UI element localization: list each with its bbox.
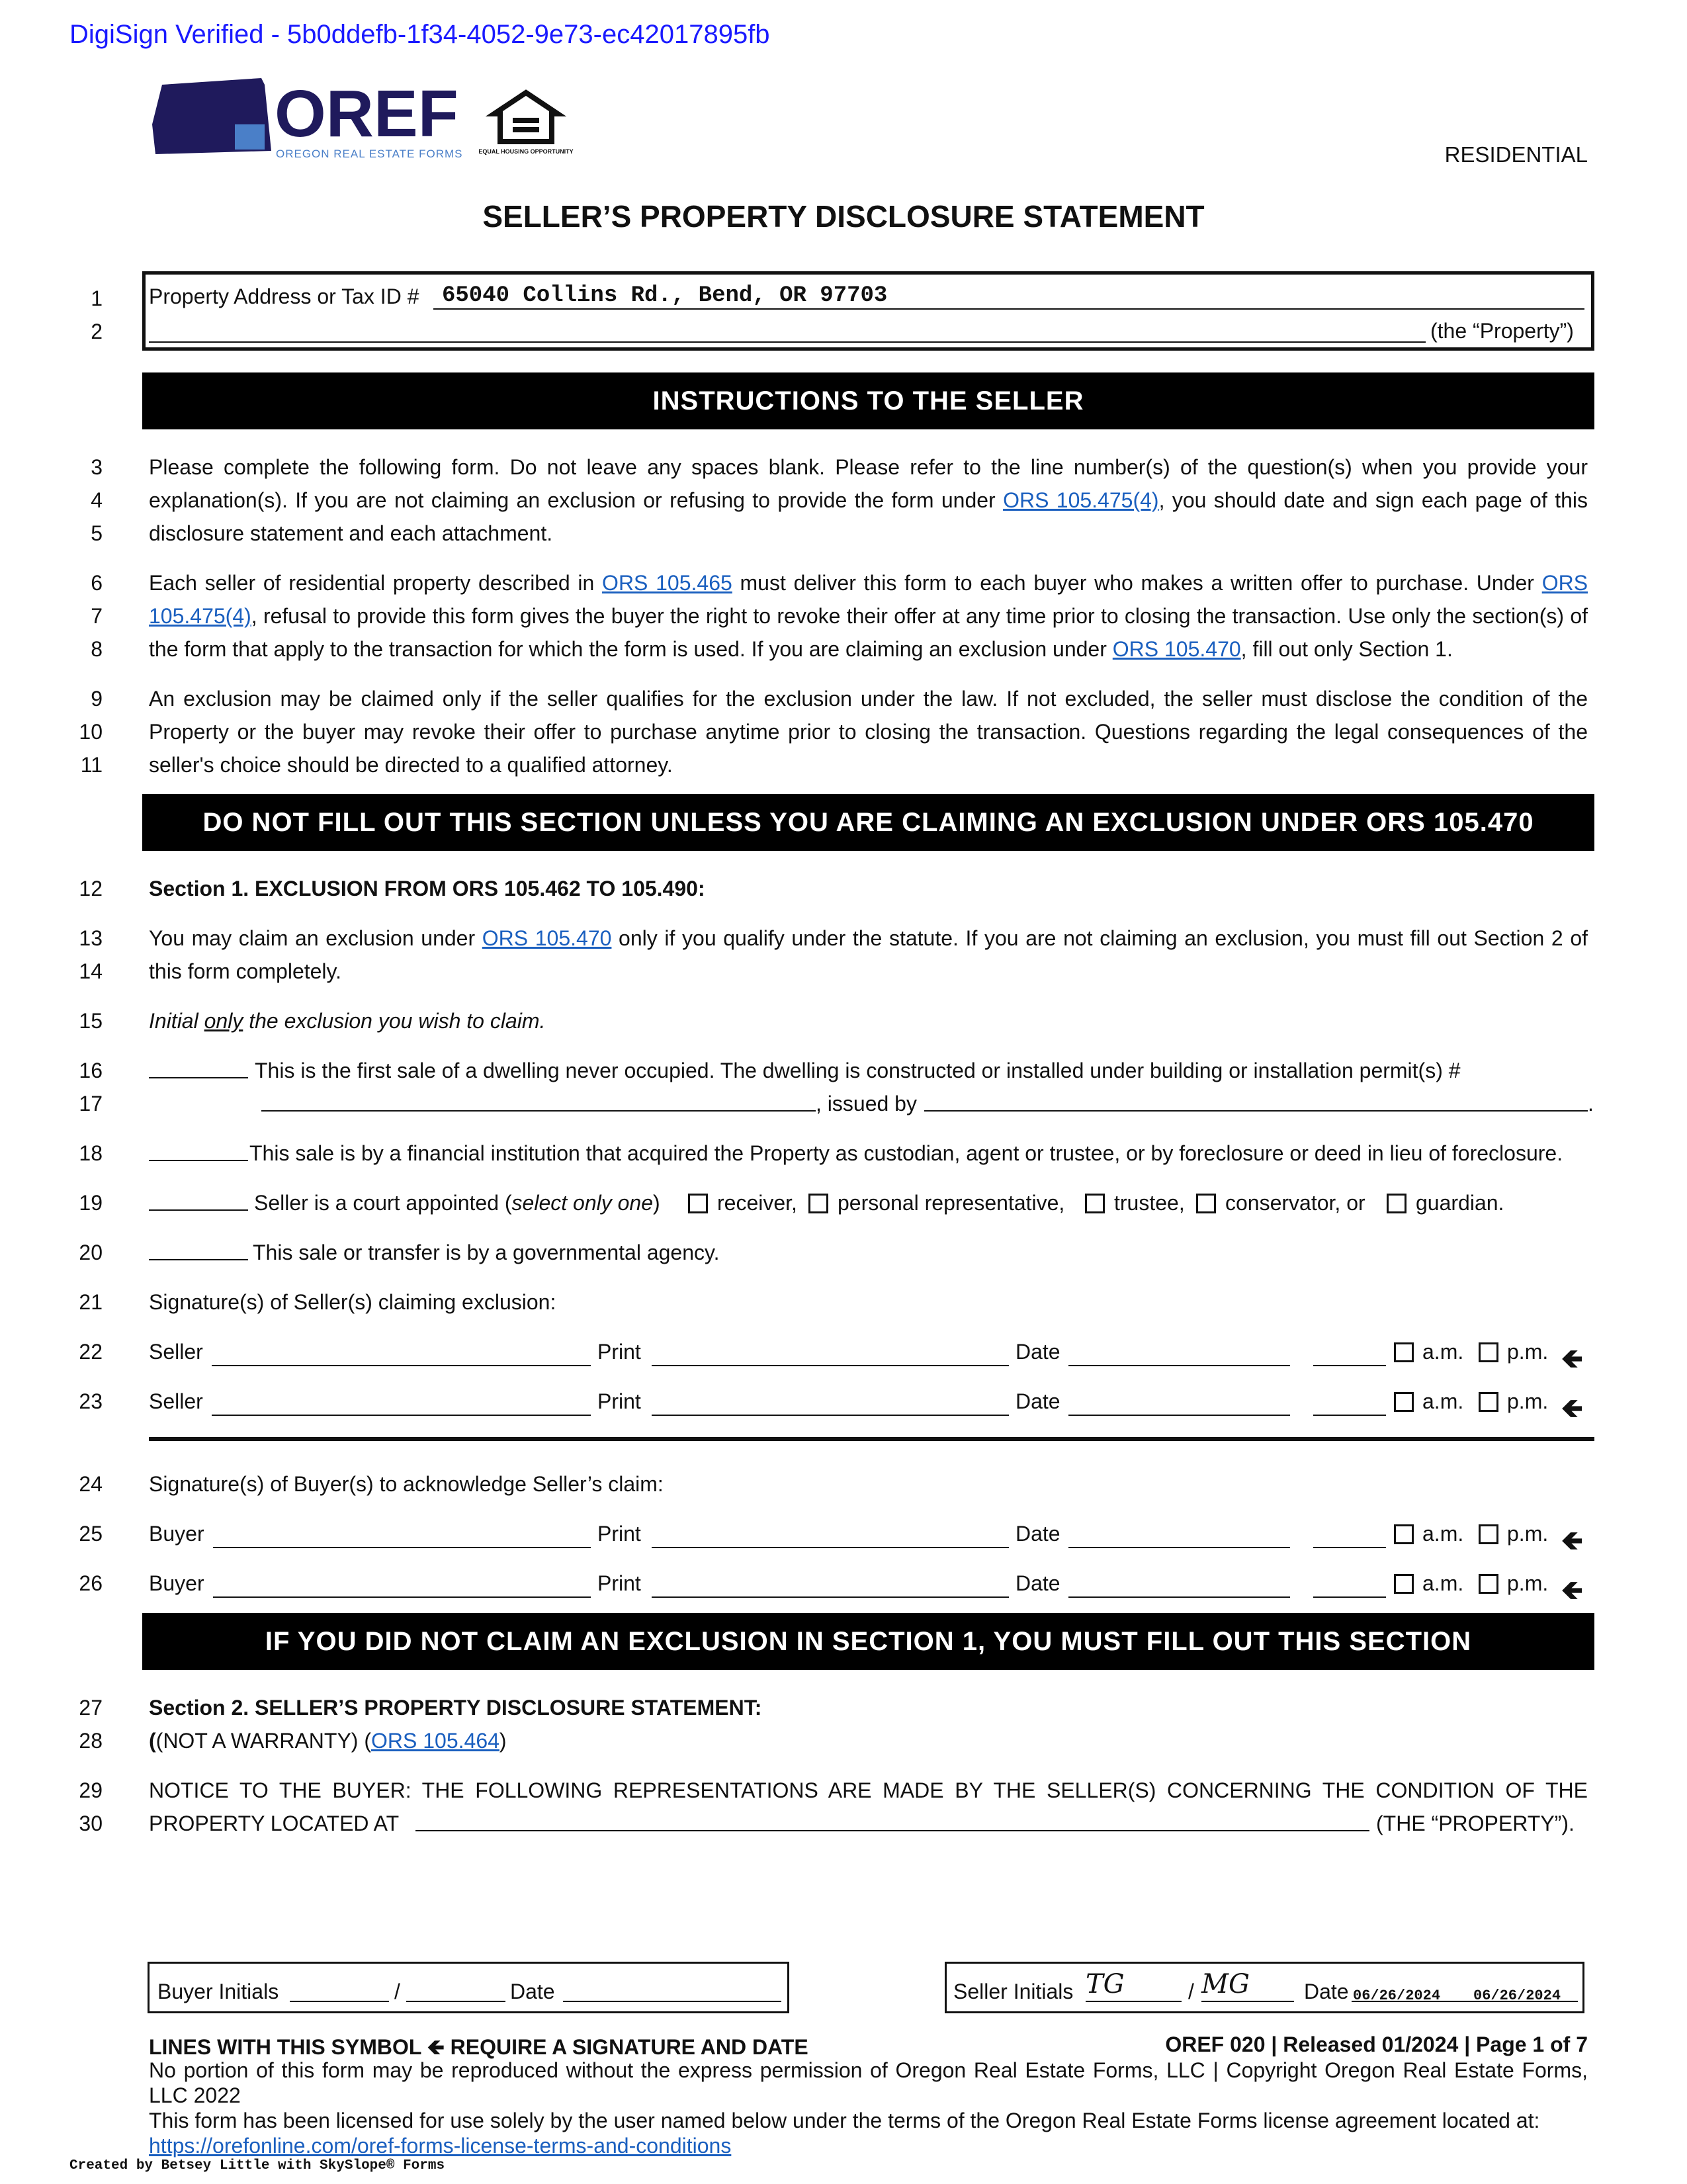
buyer-initial-2-field[interactable]	[406, 2001, 505, 2002]
line-number: 4	[91, 488, 103, 512]
print-name-field[interactable]	[652, 1365, 1009, 1366]
print-name-field[interactable]	[652, 1415, 1009, 1416]
buyer-initials-box	[148, 1962, 789, 2013]
page-title: SELLER’S PROPERTY DISCLOSURE STATEMENT	[482, 199, 1205, 234]
line-number: 1	[91, 286, 103, 310]
property-address-label: Property Address or Tax ID #	[149, 284, 419, 308]
exclusion-3-initial-field[interactable]	[149, 1209, 248, 1211]
ors-link[interactable]: ORS 105.470	[1112, 637, 1241, 661]
pm-label: p.m.	[1507, 1340, 1549, 1364]
line-number: 17	[79, 1092, 103, 1115]
seller-initials-label: Seller Initials	[953, 1980, 1074, 2003]
am-label: a.m.	[1422, 1340, 1464, 1364]
section-1-heading: Section 1. EXCLUSION FROM ORS 105.462 TO 105.490:	[149, 877, 705, 900]
instructions-paragraph-2: Each seller of residential property described in ORS 105.465 must deliver this form to each buyer who makes a written offer to purchase. Under ORS 105.475(4), refusal to provide this form gives the buyer the right to revoke their offer at any time prior to closing the transaction. Use only the section(s) of the form that apply to the transaction for which the form is used. If you are claiming an exclusion under ORS 105.470, fill out only Section 1.	[149, 571, 1588, 661]
oref-logo	[149, 71, 463, 164]
buyer-signature-field[interactable]	[213, 1547, 591, 1548]
seller-initial-1-value: TG	[1086, 1969, 1125, 1999]
property-address-value[interactable]: 65040 Collins Rd., Bend, OR 97703	[442, 283, 888, 308]
date-field[interactable]	[1068, 1547, 1290, 1548]
line-number: 11	[80, 753, 103, 777]
ors-link[interactable]: ORS 105.475(4)	[149, 571, 1588, 628]
date-field[interactable]	[1068, 1415, 1290, 1416]
line-number: 25	[79, 1522, 103, 1546]
pm-checkbox[interactable]	[1479, 1342, 1498, 1362]
time-field[interactable]	[1313, 1547, 1386, 1548]
exclusion-2-text: This sale is by a financial institution that acquired the Property as custodian, agent or trustee, or by foreclosure or deed in lieu of foreclosure.	[249, 1141, 1563, 1165]
license-notice: This form has been licensed for use solely by the user named below under the terms of the Oregon Real Estate Forms license agreement located at:	[149, 2109, 1540, 2132]
seller-date-label: Date	[1304, 1980, 1349, 2003]
pm-label: p.m.	[1507, 1571, 1549, 1595]
pm-checkbox[interactable]	[1479, 1524, 1498, 1544]
line-number: 3	[91, 455, 103, 479]
form-category: RESIDENTIAL	[1444, 142, 1588, 167]
date-label: Date	[1016, 1571, 1060, 1595]
seller-signature-heading: Signature(s) of Seller(s) claiming exclusion:	[149, 1290, 556, 1314]
exclusion-3-text: Seller is a court appointed (select only one)	[254, 1191, 660, 1215]
print-name-field[interactable]	[652, 1596, 1009, 1598]
arrow-left-icon: 🡸	[427, 2035, 445, 2059]
slash: /	[394, 1980, 400, 2003]
instructions-paragraph-3: An exclusion may be claimed only if the seller qualifies for the exclusion under the law. If not excluded, the seller must disclose the condition of the Property or the buyer may revoke their offer to purchase anytime prior to closing the transaction. Questions regarding the legal consequences of the seller's choice should be directed to a qualified attorney.	[149, 687, 1588, 777]
exclusion-4-initial-field[interactable]	[149, 1259, 248, 1260]
exclusion-2-initial-field[interactable]	[149, 1160, 248, 1161]
seller-initial-2-value: MG	[1201, 1969, 1250, 1999]
line-number: 19	[79, 1191, 103, 1215]
am-checkbox[interactable]	[1394, 1342, 1414, 1362]
line-number: 10	[79, 720, 103, 744]
buyer-initial-1-field[interactable]	[290, 2001, 389, 2002]
print-label: Print	[597, 1522, 641, 1546]
instructions-banner: INSTRUCTIONS TO THE SELLER	[142, 372, 1594, 429]
line-number: 18	[79, 1141, 103, 1165]
date-field[interactable]	[1068, 1596, 1290, 1598]
am-checkbox[interactable]	[1394, 1392, 1414, 1412]
buyer-initials-label: Buyer Initials	[157, 1980, 279, 2003]
seller-date-value-2: 06/26/2024	[1473, 1987, 1561, 2004]
date-field[interactable]	[1068, 1365, 1290, 1366]
line-number: 24	[79, 1472, 103, 1496]
line-number: 15	[79, 1009, 103, 1033]
court-appointed-options	[688, 1191, 1594, 1217]
seller-date-value-1: 06/26/2024	[1353, 1987, 1441, 2004]
line-number: 12	[79, 877, 103, 900]
conservator-label: conservator, or	[1225, 1191, 1365, 1215]
footer-legal	[149, 2058, 1588, 2158]
pm-checkbox[interactable]	[1479, 1392, 1498, 1412]
line-number: 6	[91, 571, 103, 595]
notice-to-buyer: NOTICE TO THE BUYER: THE FOLLOWING REPRESENTATIONS ARE MADE BY THE SELLER(S) CONCERNING THE CONDITION OF THE	[149, 1778, 1588, 1802]
seller-label: Seller	[149, 1389, 203, 1413]
personal-representative-checkbox[interactable]	[808, 1194, 828, 1213]
property-address-field-line2[interactable]	[149, 341, 1426, 343]
property-located-field[interactable]	[415, 1830, 1369, 1831]
issued-by-field[interactable]	[924, 1110, 1588, 1112]
seller-initials-box	[945, 1962, 1584, 2013]
issued-by-label: , issued by	[816, 1092, 917, 1115]
time-field[interactable]	[1313, 1365, 1386, 1366]
am-checkbox[interactable]	[1394, 1524, 1414, 1544]
copyright-notice: No portion of this form may be reproduced without the express permission of Oregon Real Estate Forms, LLC | Copyright Oregon Real Estate Forms, LLC 2022	[149, 2058, 1588, 2107]
seller-initial-1-field[interactable]	[1086, 2001, 1182, 2002]
section-2-heading: Section 2. SELLER’S PROPERTY DISCLOSURE STATEMENT:	[149, 1696, 762, 1720]
period: .	[1588, 1092, 1594, 1115]
arrow-left-icon: 🡸	[1561, 1394, 1583, 1423]
eho-label: EQUAL HOUSING OPPORTUNITY	[478, 148, 574, 155]
signature-symbol-note: LINES WITH THIS SYMBOL 🡸 REQUIRE A SIGNATURE AND DATE	[149, 2035, 808, 2059]
am-label: a.m.	[1422, 1522, 1464, 1546]
conservator-checkbox[interactable]	[1196, 1194, 1216, 1213]
buyer-date-label: Date	[510, 1980, 555, 2003]
print-label: Print	[597, 1571, 641, 1595]
am-label: a.m.	[1422, 1389, 1464, 1413]
am-label: a.m.	[1422, 1571, 1464, 1595]
print-label: Print	[597, 1389, 641, 1413]
print-name-field[interactable]	[652, 1547, 1009, 1548]
guardian-checkbox[interactable]	[1387, 1194, 1406, 1213]
digisign-verification: DigiSign Verified - 5b0ddefb-1f34-4052-9e73-ec42017895fb	[69, 20, 770, 49]
seller-signature-field[interactable]	[212, 1365, 591, 1366]
buyer-date-field[interactable]	[563, 2001, 781, 2002]
line-number: 5	[91, 521, 103, 545]
exclusion-1-text: This is the first sale of a dwelling never occupied. The dwelling is constructed or installed under building or installation permit(s) #	[255, 1059, 1461, 1082]
line-number: 14	[79, 959, 103, 983]
trustee-label: trustee,	[1114, 1191, 1185, 1215]
property-located-label: PROPERTY LOCATED AT	[149, 1812, 400, 1835]
print-label: Print	[597, 1340, 641, 1364]
buyer-signature-row	[149, 1522, 1594, 1555]
section-1-paragraph: You may claim an exclusion under ORS 105.470 only if you qualify under the statute. If you are not claiming an exclusion, you must fill out Section 2 of this form completely.	[149, 926, 1588, 983]
line-number: 8	[91, 637, 103, 661]
exclusion-banner: DO NOT FILL OUT THIS SECTION UNLESS YOU ARE CLAIMING AN EXCLUSION UNDER ORS 105.470	[142, 794, 1594, 851]
arrow-left-icon: 🡸	[1561, 1344, 1583, 1374]
line-number: 16	[79, 1059, 103, 1082]
section-2-banner: IF YOU DID NOT CLAIM AN EXCLUSION IN SECTION 1, YOU MUST FILL OUT THIS SECTION	[142, 1613, 1594, 1670]
date-label: Date	[1016, 1522, 1060, 1546]
guardian-label: guardian.	[1416, 1191, 1504, 1215]
pm-label: p.m.	[1507, 1389, 1549, 1413]
receiver-checkbox[interactable]	[688, 1194, 708, 1213]
the-property-label: (THE “PROPERTY”).	[1376, 1812, 1575, 1835]
line-number: 2	[91, 320, 103, 343]
seller-signature-row	[149, 1389, 1594, 1422]
date-label: Date	[1016, 1340, 1060, 1364]
seller-label: Seller	[149, 1340, 203, 1364]
logo-subtext: OREGON REAL ESTATE FORMS	[276, 148, 463, 160]
property-suffix: (the “Property”)	[1430, 319, 1574, 343]
time-field[interactable]	[1313, 1596, 1386, 1598]
line-number: 27	[79, 1696, 103, 1720]
exclusion-4-text: This sale or transfer is by a governmental agency.	[253, 1241, 720, 1264]
logo-text: OREF	[275, 77, 458, 151]
seller-signature-row	[149, 1340, 1594, 1373]
personal-representative-label: personal representative,	[838, 1191, 1065, 1215]
slash: /	[1188, 1980, 1194, 2003]
buyer-label: Buyer	[149, 1571, 204, 1595]
line-number: 7	[91, 604, 103, 628]
ors-link[interactable]: ORS 105.470	[482, 926, 612, 950]
section-2-subheading: ((NOT A WARRANTY) (ORS 105.464)	[149, 1729, 507, 1753]
line-number: 26	[79, 1571, 103, 1595]
date-label: Date	[1016, 1389, 1060, 1413]
line-number: 22	[79, 1340, 103, 1364]
initial-instruction: Initial only the exclusion you wish to claim.	[149, 1009, 546, 1033]
buyer-signature-row	[149, 1571, 1594, 1604]
arrow-left-icon: 🡸	[1561, 1526, 1583, 1555]
exclusion-1-initial-field[interactable]	[149, 1077, 248, 1078]
seller-signature-field[interactable]	[212, 1415, 591, 1416]
buyer-acknowledge-heading: Signature(s) of Buyer(s) to acknowledge Seller’s claim:	[149, 1472, 664, 1496]
divider	[149, 1437, 1594, 1441]
line-number: 21	[79, 1290, 103, 1314]
line-number: 23	[79, 1389, 103, 1413]
ors-link[interactable]: ORS 105.465	[602, 571, 732, 595]
seller-initial-2-field[interactable]	[1201, 2001, 1294, 2002]
line-number: 20	[79, 1241, 103, 1264]
line-number: 30	[79, 1812, 103, 1835]
pm-checkbox[interactable]	[1479, 1574, 1498, 1594]
ors-link[interactable]: ORS 105.475(4)	[1003, 488, 1159, 512]
license-link[interactable]: https://orefonline.com/oref-forms-license-terms-and-conditions	[149, 2134, 732, 2158]
line-number: 9	[91, 687, 103, 711]
property-address-field[interactable]	[433, 308, 1584, 310]
pm-label: p.m.	[1507, 1522, 1549, 1546]
line-number: 29	[79, 1778, 103, 1802]
am-checkbox[interactable]	[1394, 1574, 1414, 1594]
line-number: 13	[79, 926, 103, 950]
time-field[interactable]	[1313, 1415, 1386, 1416]
ors-link[interactable]: ORS 105.464	[371, 1729, 499, 1753]
created-by: Created by Betsey Little with SkySlope® Forms	[69, 2158, 445, 2173]
instructions-paragraph-1: Please complete the following form. Do not leave any spaces blank. Please refer to the line number(s) of the question(s) when you provide your explanation(s). If you are not claiming an exclusion or refusing to provide the form under ORS 105.475(4), you should date and sign each page of this disclosure statement and each attachment.	[149, 455, 1588, 545]
permit-number-field[interactable]	[261, 1110, 816, 1112]
trustee-checkbox[interactable]	[1085, 1194, 1105, 1213]
receiver-label: receiver,	[717, 1191, 797, 1215]
line-number: 28	[79, 1729, 103, 1753]
buyer-label: Buyer	[149, 1522, 204, 1546]
equal-housing-icon	[478, 87, 574, 160]
buyer-signature-field[interactable]	[213, 1596, 591, 1598]
form-info: OREF 020 | Released 01/2024 | Page 1 of 7	[1165, 2032, 1588, 2056]
arrow-left-icon: 🡸	[1561, 1576, 1583, 1605]
